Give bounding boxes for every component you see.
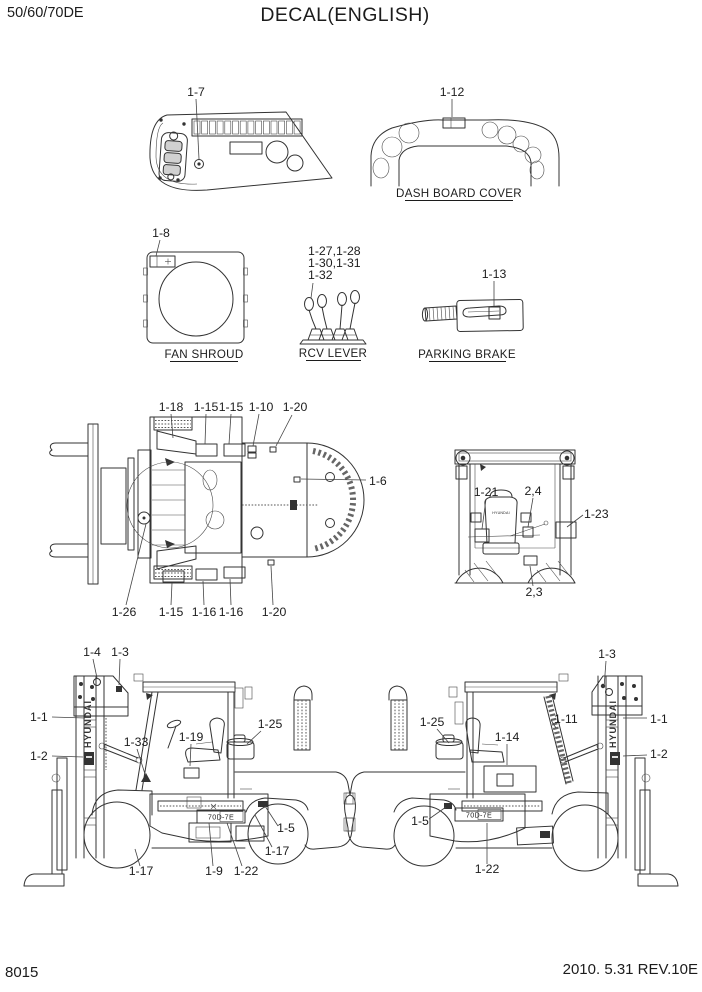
callout-1-7: 1-7	[187, 85, 205, 99]
decal-target-1-6	[294, 477, 300, 482]
callout-2-4: 2,4	[524, 484, 542, 498]
decal-target-1-13	[489, 307, 500, 319]
callout-1-3-left: 1-3	[111, 645, 129, 659]
callout-1-9: 1-9	[205, 864, 223, 878]
callout-1-15-top-b: 1-15	[218, 400, 244, 414]
overhead-guard-top	[455, 450, 575, 464]
callout-1-15-top-a: 1-15	[193, 400, 219, 414]
callout-1-16-b: 1-16	[218, 605, 244, 619]
model-decal-text: 70D-7E	[207, 812, 235, 822]
figure-fan-shroud	[144, 226, 248, 362]
callout-1-4: 1-4	[83, 645, 101, 659]
revision-text: 2010. 5.31 REV.10E	[562, 961, 698, 978]
page-number: 8015	[5, 964, 39, 981]
callout-rcv-line3: 1-32	[308, 268, 333, 282]
callout-1-21: 1-21	[473, 485, 499, 499]
caption-dash-board-cover: DASH BOARD COVER	[396, 187, 522, 200]
air-cleaner	[227, 735, 254, 759]
caption-rcv-lever: RCV LEVER	[298, 347, 368, 360]
callout-1-17-front: 1-17	[128, 864, 154, 878]
fork-upper	[50, 443, 88, 456]
decal-target-1-4	[94, 679, 101, 686]
decal-target-1-10	[248, 446, 256, 452]
decal-target-1-2-right	[610, 752, 620, 765]
fan-opening	[159, 262, 233, 336]
leader-line	[196, 99, 199, 159]
callout-rcv-line2: 1-30,1-31	[308, 256, 361, 270]
fork-blade	[638, 874, 678, 886]
decal-target-1-15-top-a	[196, 444, 217, 456]
callout-1-25-right: 1-25	[419, 715, 445, 729]
figure-rear-view	[455, 450, 609, 599]
callout-1-14: 1-14	[494, 730, 520, 744]
decal-target-1-8	[150, 256, 175, 267]
decal-target-1-16-a	[196, 569, 217, 580]
callout-1-13: 1-13	[481, 267, 507, 281]
callout-1-12: 1-12	[439, 85, 465, 99]
battery-box	[484, 766, 536, 792]
callout-rcv-line1: 1-27,1-28	[308, 244, 361, 258]
leader-line	[311, 283, 313, 298]
panel-switches	[194, 121, 300, 134]
figure-right-side-view	[345, 647, 678, 886]
counterweight	[345, 772, 395, 849]
callout-1-17-rear: 1-17	[264, 844, 290, 858]
panel-switch-row	[192, 119, 302, 136]
figure-top-view	[50, 400, 387, 619]
caption-parking-brake: PARKING BRAKE	[418, 348, 516, 361]
panel-keypad	[159, 131, 188, 182]
guard-strut-1-11	[548, 696, 569, 783]
panel-gauge-large	[266, 141, 288, 163]
callout-1-33: 1-33	[123, 735, 149, 749]
mast	[74, 676, 128, 858]
callout-1-1-right: 1-1	[650, 712, 668, 726]
decal-target-1-14	[497, 774, 513, 786]
air-cleaner	[436, 735, 463, 759]
decal-target-1-19	[184, 768, 199, 778]
front-wheel	[84, 802, 150, 868]
callout-1-10: 1-10	[248, 400, 274, 414]
decal-target-1-3-left	[116, 686, 122, 692]
exhaust-muffler	[294, 686, 312, 750]
callout-1-22-left: 1-22	[233, 864, 259, 878]
figure-instrument-panel	[150, 85, 332, 190]
seat-brand-text: HYUNDAI	[492, 511, 510, 515]
page-title: DECAL(ENGLISH)	[260, 4, 430, 26]
carriage	[101, 468, 126, 544]
callout-1-26: 1-26	[111, 605, 137, 619]
figure-parking-brake	[418, 267, 523, 362]
callout-1-20-bottom: 1-20	[261, 605, 287, 619]
callout-1-16-a: 1-16	[191, 605, 217, 619]
callout-1-8: 1-8	[152, 226, 170, 240]
decal-target-1-23	[556, 522, 576, 538]
rcv-levers	[300, 291, 366, 345]
decal-target-1-33	[141, 773, 151, 782]
overhead-guard-posts	[459, 464, 571, 575]
model-decal-text: 70D-7E	[465, 810, 493, 820]
fork-blade	[24, 874, 64, 886]
callout-1-3-right: 1-3	[598, 647, 616, 661]
callout-1-2-left: 1-2	[30, 749, 48, 763]
panel-gauge-small	[287, 155, 303, 171]
figure-left-side-view	[24, 645, 355, 886]
callout-1-15-bottom: 1-15	[158, 605, 184, 619]
seat	[483, 490, 519, 554]
decal-target-1-20-top	[270, 447, 276, 452]
leader-line	[156, 240, 160, 256]
mast-brand-text: HYUNDAI	[83, 699, 93, 748]
callout-1-22-right: 1-22	[474, 862, 500, 876]
rear-fender	[246, 798, 308, 812]
callout-2-3: 2,3	[525, 585, 543, 599]
fork-lower	[50, 544, 88, 557]
figure-dash-board-cover	[371, 85, 559, 201]
caption-fan-shroud: FAN SHROUD	[164, 348, 244, 361]
callout-1-23: 1-23	[584, 507, 609, 521]
callout-1-5-left: 1-5	[277, 821, 295, 835]
mast-brand-text: HYUNDAI	[608, 699, 618, 748]
decal-target-1-2-left	[84, 752, 94, 765]
front-fender	[552, 792, 608, 814]
body-rear-section	[242, 443, 307, 557]
callout-1-20-top: 1-20	[282, 400, 308, 414]
steering-wheel	[166, 719, 181, 729]
figure-rcv-lever	[299, 244, 367, 361]
counterweight-hatch	[313, 451, 353, 549]
callout-1-25-left: 1-25	[257, 717, 283, 731]
panel-display	[230, 142, 262, 154]
callout-1-1-left: 1-1	[30, 710, 48, 724]
callout-1-19: 1-19	[178, 730, 204, 744]
callout-1-2-right: 1-2	[650, 747, 668, 761]
callout-1-6: 1-6	[369, 474, 387, 488]
callout-1-18: 1-18	[158, 400, 184, 414]
decal-target-1-5-right	[444, 803, 452, 809]
counterweight	[305, 772, 355, 849]
callout-1-5-right: 1-5	[411, 814, 429, 828]
callout-1-11: 1-11	[554, 712, 578, 726]
model-decal	[197, 810, 245, 823]
front-wheel	[552, 805, 618, 871]
decal-target-1-20-bottom	[268, 560, 274, 565]
steering-wheel	[127, 462, 213, 548]
exhaust-muffler	[389, 686, 407, 750]
decal-target-2-3	[524, 556, 537, 565]
page-model-code: 50/60/70DE	[7, 5, 84, 21]
